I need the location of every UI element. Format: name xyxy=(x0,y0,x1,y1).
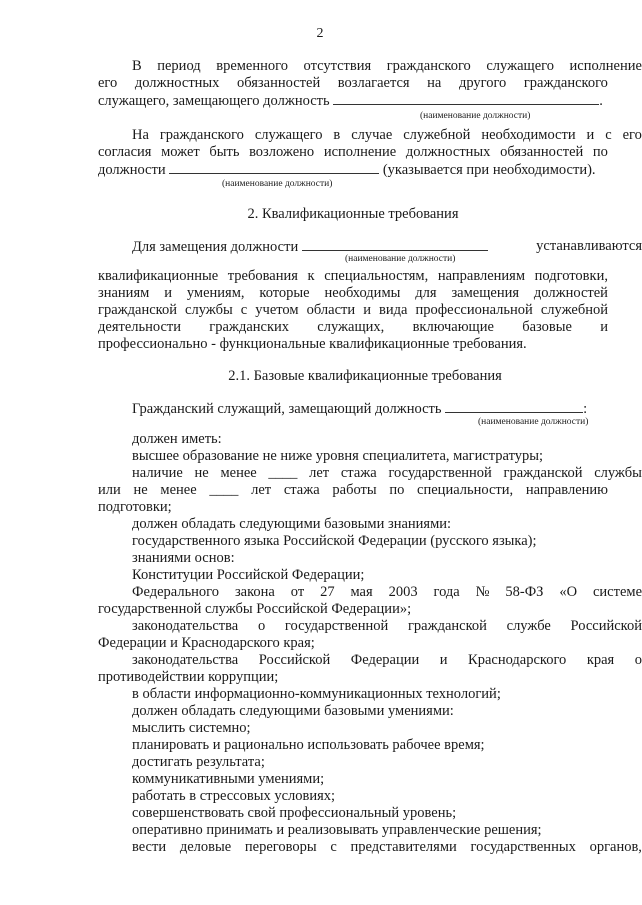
word: службе xyxy=(506,618,551,634)
word: направлению xyxy=(525,482,608,498)
word: может xyxy=(161,144,200,160)
word: гражданского xyxy=(386,58,471,74)
position-blank-2 xyxy=(169,161,379,174)
word: Федерации xyxy=(350,652,420,668)
word: менее xyxy=(220,465,257,481)
word: возлагается xyxy=(337,75,410,91)
p2-line-1 xyxy=(98,127,642,144)
word: гражданской xyxy=(407,618,487,634)
p4-line-1-text: Гражданский служащий, замещающий должность xyxy=(132,401,442,417)
word: учетом xyxy=(255,302,299,318)
word: и xyxy=(600,319,608,335)
word: лет xyxy=(309,465,330,481)
line-basic-knowledge: должен обладать следующими базовыми знаниями: xyxy=(132,516,452,532)
word: государственной xyxy=(284,618,389,634)
word: законодательства xyxy=(132,618,239,634)
line-skill-decisions: оперативно принимать и реализовывать управленческие решения; xyxy=(132,822,542,838)
word: служебной xyxy=(403,127,471,143)
word: с xyxy=(605,127,612,143)
position-blank-4 xyxy=(445,400,583,413)
word: менее xyxy=(160,482,197,498)
word: от xyxy=(290,584,305,600)
p3-line-5 xyxy=(98,319,608,336)
word: случае xyxy=(351,127,393,143)
word: Краснодарского xyxy=(468,652,567,668)
line-skill-stress: работать в стрессовых условиях; xyxy=(132,788,336,804)
p3-line-1-text: Для замещения должности xyxy=(132,239,299,255)
word: квалификационные xyxy=(98,268,219,284)
word: специальностям, xyxy=(324,268,429,284)
caption-position-2: (наименование должности) xyxy=(222,179,333,189)
p1-line-1 xyxy=(98,58,642,75)
word: служащего xyxy=(486,58,554,74)
p2-line-3-text: должности xyxy=(98,162,166,178)
word: края xyxy=(586,652,615,668)
word: службы xyxy=(594,465,642,481)
word: переговоры xyxy=(244,839,317,855)
word: 2003 xyxy=(388,584,418,600)
word: деятельности xyxy=(98,319,182,335)
p3-line-1-suffix: устанавливаются xyxy=(536,238,642,254)
word: не xyxy=(133,482,148,498)
word: закона xyxy=(234,584,275,600)
word: должностей xyxy=(533,285,608,301)
word: ____ xyxy=(268,465,298,481)
word: системе xyxy=(592,584,642,600)
word: требования xyxy=(227,268,298,284)
word: гражданской xyxy=(503,465,583,481)
word: необходимости xyxy=(481,127,576,143)
p3-line-3 xyxy=(98,285,608,302)
line-skill-planning: планировать и рационально использовать рабочее время; xyxy=(132,737,485,753)
word: 27 xyxy=(320,584,335,600)
line-skill-improve: совершенствовать свой профессиональный уровень; xyxy=(132,805,457,821)
word: области xyxy=(306,302,356,318)
word: № xyxy=(475,584,490,600)
word: стажа xyxy=(340,465,377,481)
word: гражданского xyxy=(159,127,244,143)
position-blank-1 xyxy=(333,92,599,105)
word: деловые xyxy=(179,839,232,855)
word: года xyxy=(433,584,460,600)
word: и xyxy=(164,285,172,301)
word: исполнение xyxy=(569,58,642,74)
word: направлениям xyxy=(437,268,526,284)
word: обязанностей xyxy=(500,144,584,160)
word: должностных xyxy=(134,75,220,91)
word: «О xyxy=(559,584,578,600)
word: Российской xyxy=(258,652,331,668)
p1-line-3 xyxy=(98,92,608,110)
word: 58-ФЗ xyxy=(505,584,544,600)
word: исполнение xyxy=(323,144,397,160)
word: о xyxy=(634,652,642,668)
word: мая xyxy=(350,584,373,600)
word: согласия xyxy=(98,144,152,160)
line-basic-skills: должен обладать следующими базовыми умениями: xyxy=(132,703,454,719)
word: работы xyxy=(332,482,377,498)
p2-line-3 xyxy=(98,161,608,179)
word: обязанностей xyxy=(237,75,321,91)
word: служащих, xyxy=(317,319,385,335)
word: его xyxy=(98,75,118,91)
p2-line-2 xyxy=(98,144,608,161)
word: умениям, xyxy=(186,285,245,301)
line-civil-service-law-2: Федерации и Краснодарского края; xyxy=(98,635,315,651)
word: с xyxy=(240,302,248,318)
word: и xyxy=(439,652,448,668)
section-2-heading: 2. Квалификационные требования xyxy=(247,206,459,222)
p3-line-6: профессионально - функциональные квалификационные требования. xyxy=(98,336,527,352)
p2-line-3-suffix: (указывается при необходимости). xyxy=(382,162,596,178)
p3-line-4 xyxy=(98,302,608,319)
word: службы xyxy=(185,302,233,318)
word: к xyxy=(307,268,315,284)
word: замещения xyxy=(451,285,520,301)
word: стажа xyxy=(283,482,320,498)
word: о xyxy=(257,618,266,634)
line-must-have: должен иметь: xyxy=(132,431,222,447)
word: служащего xyxy=(254,127,323,143)
word: в xyxy=(333,127,341,143)
p1-line-3-end: . xyxy=(599,93,603,109)
word: Федерального xyxy=(132,584,220,600)
word: органов, xyxy=(589,839,642,855)
word: гражданской xyxy=(98,302,177,318)
word: служебной xyxy=(540,302,608,318)
word: государственных xyxy=(470,839,576,855)
word: знаниям xyxy=(98,285,150,301)
word: быть xyxy=(209,144,240,160)
line-education: высшее образование не ниже уровня специалитета, магистратуры; xyxy=(132,448,544,464)
word: гражданского xyxy=(523,75,608,91)
position-blank-3 xyxy=(302,238,488,251)
line-experience-1 xyxy=(98,465,642,482)
p1-line-3-text: служащего, замещающего должность xyxy=(98,93,330,109)
word: вида xyxy=(379,302,408,318)
word: другого xyxy=(458,75,507,91)
line-federal-law-1 xyxy=(98,584,642,601)
line-civil-service-law-1 xyxy=(98,618,642,635)
word: базовые xyxy=(522,319,572,335)
caption-position-4: (наименование должности) xyxy=(478,417,589,427)
word: гражданских xyxy=(209,319,290,335)
word: которые xyxy=(259,285,310,301)
caption-position-1: (наименование должности) xyxy=(420,111,531,121)
line-skill-communication: коммуникативными умениями; xyxy=(132,771,325,787)
word: представителями xyxy=(350,839,457,855)
word: с xyxy=(330,839,337,855)
word: наличие xyxy=(132,465,183,481)
word: должностных xyxy=(405,144,491,160)
word: или xyxy=(98,482,121,498)
line-skill-results: достигать результата; xyxy=(132,754,265,770)
word: его xyxy=(622,127,642,143)
word: профессиональной xyxy=(415,302,533,318)
line-skill-negotiations xyxy=(98,839,642,856)
line-experience-3: подготовки; xyxy=(98,499,172,515)
word: государственной xyxy=(388,465,492,481)
word: и xyxy=(363,302,371,318)
word: включающие xyxy=(412,319,494,335)
word: временного xyxy=(216,58,288,74)
line-experience-2 xyxy=(98,482,608,499)
word: ____ xyxy=(209,482,239,498)
line-skill-systemic: мыслить системно; xyxy=(132,720,251,736)
word: подготовки, xyxy=(534,268,608,284)
word: по xyxy=(592,144,608,160)
word: лет xyxy=(251,482,272,498)
word: на xyxy=(427,75,442,91)
caption-position-3: (наименование должности) xyxy=(345,254,456,264)
p4-line-1-end: : xyxy=(583,401,588,417)
line-constitution: Конституции Российской Федерации; xyxy=(132,567,365,583)
page-number: 2 xyxy=(316,26,324,41)
word: по xyxy=(389,482,405,498)
word: На xyxy=(132,127,149,143)
section-2-1-heading: 2.1. Базовые квалификационные требования xyxy=(228,368,502,384)
word: период xyxy=(157,58,201,74)
word: В xyxy=(132,58,142,74)
word: законодательства xyxy=(132,652,239,668)
p4-line-1 xyxy=(98,400,642,418)
word: вести xyxy=(132,839,167,855)
word: и xyxy=(586,127,595,143)
line-anticorruption-2: противодействии коррупции; xyxy=(98,669,279,685)
line-state-language: государственного языка Российской Федерации (русского языка); xyxy=(132,533,537,549)
line-basics: знаниями основ: xyxy=(132,550,235,566)
word: Российской xyxy=(570,618,642,634)
word: специальности, xyxy=(417,482,514,498)
p3-line-2 xyxy=(98,268,608,285)
word: не xyxy=(194,465,209,481)
line-ict: в области информационно-коммуникационных технологий; xyxy=(132,686,501,702)
p1-line-2 xyxy=(98,75,608,92)
line-federal-law-2: государственной службы Российской Федерации»; xyxy=(98,601,412,617)
word: для xyxy=(415,285,437,301)
word: отсутствия xyxy=(303,58,372,74)
word: возложено xyxy=(249,144,315,160)
line-anticorruption-1 xyxy=(98,652,642,669)
word: необходимы xyxy=(324,285,401,301)
